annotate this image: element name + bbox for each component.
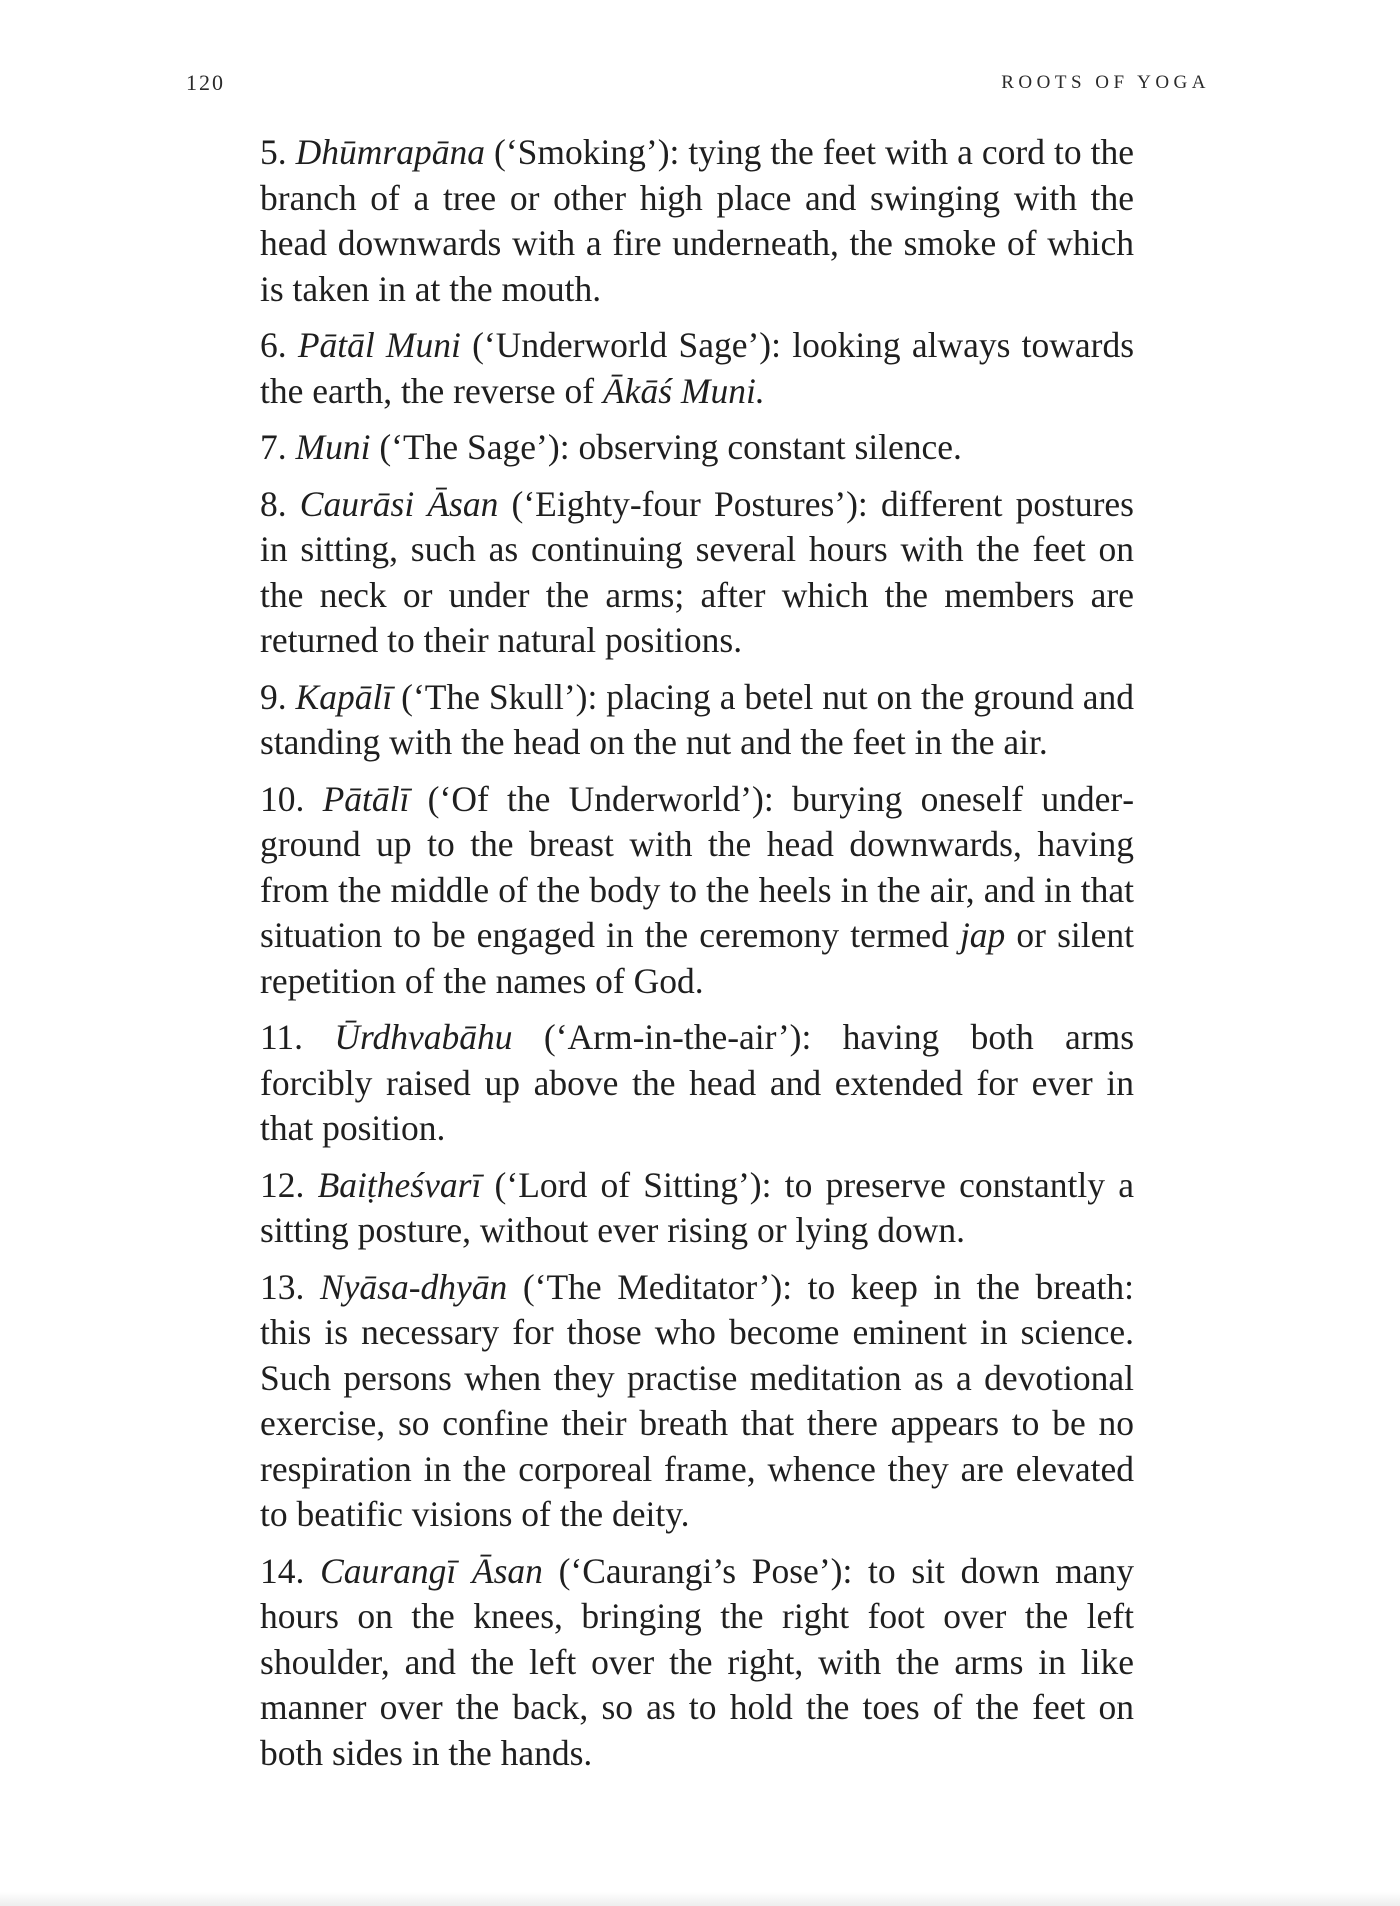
item-number: 10. <box>260 778 305 819</box>
item-number: 14. <box>260 1550 305 1591</box>
item-description: observing constant silence. <box>578 427 962 467</box>
item-gloss: Eighty-four Postures <box>535 483 835 524</box>
item-term: Muni <box>295 427 371 467</box>
list-item: 14. Caurangī Āsan (‘Caurangi’s Pose’): to sit down many hours on the knees, bringing the right foot over the left shoulder, and the left over the right, with the arms in like manner over the back, so as to hold the toes of the feet on both sides in the hands. <box>260 1550 1135 1773</box>
page-number: 120 <box>186 70 225 95</box>
item-description: burying oneself underground up to the breast with the head downwards, having from the middle of the body to the heels in the air, and in that situation to be engaged in the ceremony termed <box>260 778 1135 955</box>
item-term: Caurāsi Āsan <box>299 483 499 524</box>
item-gloss: Underworld Sage <box>495 325 748 365</box>
item-gloss: Lord of Sitting <box>518 1164 738 1205</box>
item-description: tying the feet with a cord to the branch of a tree or other high place and swinging with the head downwards with a fire underneath, the smoke of which is taken in at the mouth. <box>260 132 1134 309</box>
list-item: 7. Muni (‘The Sage’): observing constant silence. <box>260 427 962 467</box>
item-term: Pātālī <box>322 778 410 819</box>
item-description: placing a betel nut on the ground and standing with the head on the nut and the feet in the air. <box>260 676 1135 762</box>
item-term: Kapālī <box>295 676 393 717</box>
item-term: Caurangī Āsan <box>320 1550 543 1591</box>
item-description: looking always towards the earth, the reverse of <box>260 325 1135 411</box>
item-description: having both arms forcibly raised up above the head and extended for ever in that position. <box>260 1017 1135 1148</box>
item-number: 13. <box>260 1266 305 1307</box>
item-gloss: Arm-in-the-air <box>567 1017 778 1057</box>
item-term: Dhūmrapāna <box>295 132 485 172</box>
item-number: 5. <box>260 132 287 172</box>
item-gloss: Caurangi’s Pose <box>582 1550 819 1591</box>
list-item: 10. Pātālī (‘Of the Underworld’): burying oneself underground up to the breast with the head downwards, having from the middle of the body to the heels in the air, and in that situation to be engaged in the ceremony termed jap or silent repetition of the names of God. <box>260 778 1135 1001</box>
item-gloss: Smoking <box>517 132 646 172</box>
item-inline-term: Ākāś Muni. <box>603 370 765 411</box>
item-number: 9. <box>260 676 287 717</box>
item-number: 7. <box>260 427 287 467</box>
item-description: to keep in the breath: this is necessary for those who become eminent in science. Such persons when they practise meditation as a devotional exercise, so confine their breath that there appears to be no respiration in the corporeal frame, whence they are elevated to beatific visions of the deity. <box>260 1266 1135 1534</box>
item-term: Ūrdhvabāhu <box>334 1017 513 1057</box>
item-gloss: Of the Underworld <box>451 778 741 819</box>
item-number: 8. <box>260 483 287 524</box>
item-term: Baiṭheśvarī <box>317 1164 482 1205</box>
item-term: Nyāsa-dhyān <box>319 1266 508 1307</box>
item-number: 12. <box>260 1164 305 1205</box>
list-item: 9. Kapālī (‘The Skull’): placing a betel nut on the ground and standing with the head on the nut and the feet in the air. <box>260 676 1135 762</box>
list-item: 5. Dhūmrapāna (‘Smoking’): tying the feet with a cord to the branch of a tree or other high place and swinging with the head downwards with a fire underneath, the smoke of which is taken in at the mouth. <box>260 132 1134 309</box>
page-bottom-edge <box>0 1892 1400 1906</box>
item-gloss: The Meditator <box>546 1266 759 1307</box>
main-text <box>260 130 1134 1787</box>
item-gloss: The Sage <box>402 427 537 467</box>
item-description-end: or silent repetition of the names of God. <box>260 915 1134 1001</box>
item-description: different postures in sitting, such as continuing several hours with the feet on the neck or under the arms; after which the members are returned to their natural positions. <box>260 483 1134 660</box>
list-item: 12. Baiṭheśvarī (‘Lord of Sitting’): to preserve constantly a sitting posture, without ever rising or lying down. <box>260 1164 1135 1250</box>
item-number: 11. <box>260 1017 304 1057</box>
list-item: 8. Caurāsi Āsan (‘Eighty-four Postures’): different postures in sitting, such as continuing several hours with the feet on the neck or under the arms; after which the members are returned to their natural positions. <box>260 483 1134 660</box>
item-description: to sit down many hours on the knees, bringing the right foot over the left shoulder, and the left over the right, with the arms in like manner over the back, so as to hold the toes of the feet on both sides in the hands. <box>260 1550 1135 1773</box>
item-description: to preserve constantly a sitting posture, without ever rising or lying down. <box>260 1164 1135 1250</box>
item-gloss: The Skull <box>424 676 564 717</box>
item-number: 6. <box>260 325 287 365</box>
list-item: 11. Ūrdhvabāhu (‘Arm-in-the-air’): having both arms forcibly raised up above the head and extended for ever in that position. <box>260 1017 1135 1148</box>
running-head: ROOTS OF YOGA <box>1001 72 1210 93</box>
item-term: Pātāl Muni <box>297 325 461 365</box>
list-item: 13. Nyāsa-dhyān (‘The Meditator’): to keep in the breath: this is necessary for those who become eminent in science. Such persons when they practise meditation as a devotional exercise, so confine their breath that there appears to be no respiration in the corporeal frame, whence they are elevated to beatific visions of the deity. <box>260 1266 1135 1534</box>
item-inline-term: jap <box>959 915 1006 955</box>
list-item: 6. Pātāl Muni (‘Underworld Sage’): looking always towards the earth, the reverse of Ākāś Muni. <box>260 325 1135 411</box>
